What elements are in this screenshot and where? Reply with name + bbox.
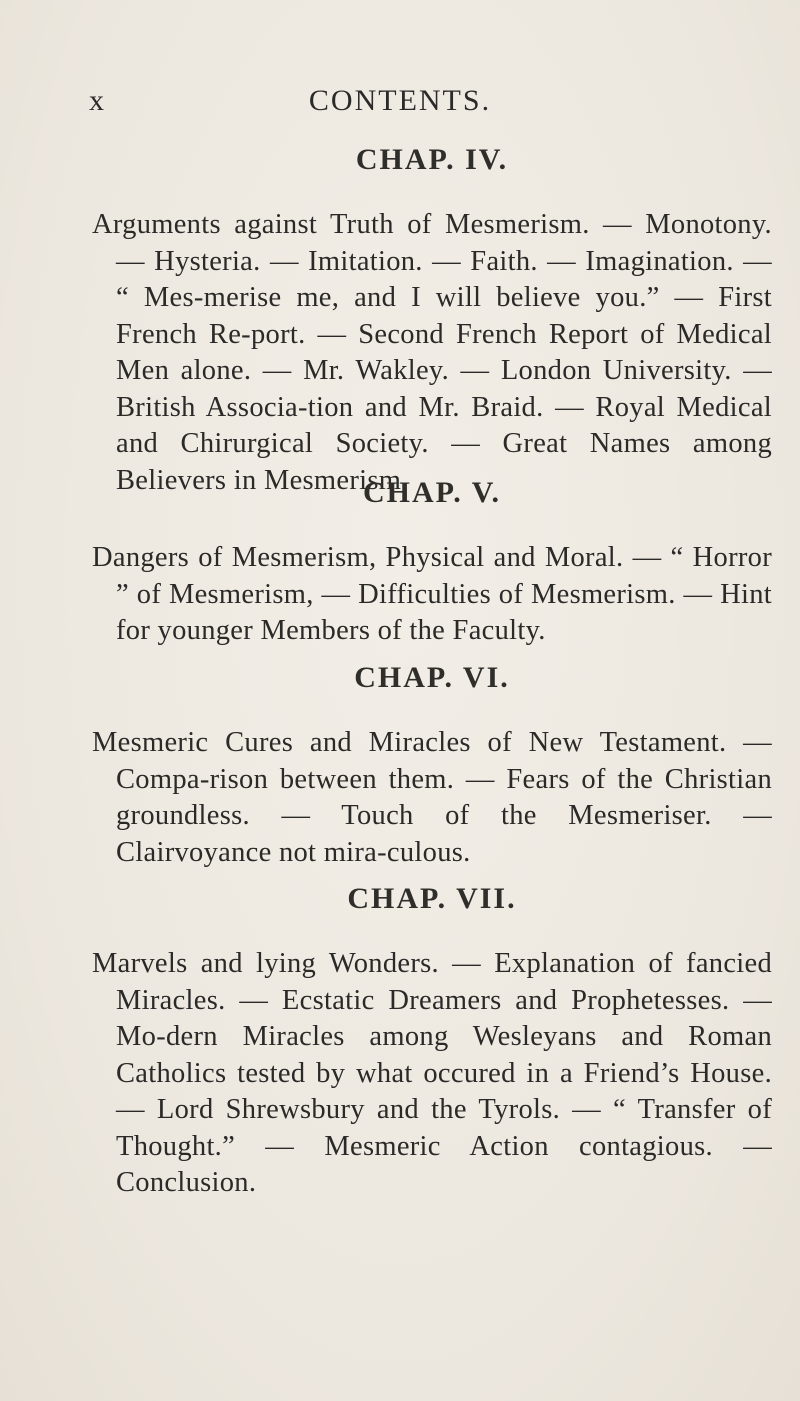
- chapter-summary: Marvels and lying Wonders. — Explanation of fancied Miracles. — Ecstatic Dreamers and Prophetesses. — Mo-dern Miracles among Wesleyans and Roman Catholics tested by what occured in a Friend’s House. — Lord Shrewsbury and the Tyrols. — “ Transfer of Thought.” — Mesmeric Action contagious. — Conclusion.: [92, 948, 772, 1198]
- chapter-summary: Mesmeric Cures and Miracles of New Testament. — Compa-rison between them. — Fears of the Christian groundless. — Touch of the Mesmeriser. — Clairvoyance not mira-culous.: [92, 727, 772, 868]
- chapter-heading: CHAP. V.: [363, 476, 501, 509]
- chapter-heading: CHAP. VII.: [347, 882, 517, 915]
- page-number: x: [89, 84, 105, 117]
- chapter-heading: CHAP. VI.: [354, 661, 510, 694]
- chapter-summary: Arguments against Truth of Mesmerism. — Monotony. — Hysteria. — Imitation. — Faith. — Imagination. — “ Mes-merise me, and I will believe you.” — First French Re-port. — Second French Report of Medical Men alone. — Mr. Wakley. — London University. — British Associa-tion and Mr. Braid. — Royal Medical and Chirurgical Society. — Great Names among Believers in Mesmerism.: [92, 209, 772, 496]
- chapter-summary: Dangers of Mesmerism, Physical and Moral. — “ Horror ” of Mesmerism, — Difficulties of Mesmerism. — Hint for younger Members of the Faculty.: [92, 542, 772, 646]
- chapter-vii-entry: [92, 882, 772, 1202]
- chapter-vi-entry: [92, 661, 772, 871]
- chapter-heading: CHAP. IV.: [355, 143, 509, 176]
- page-header: [0, 84, 800, 124]
- chapter-iv-entry: [92, 143, 772, 499]
- running-head: CONTENTS.: [308, 84, 492, 117]
- chapter-v-entry: [92, 476, 772, 650]
